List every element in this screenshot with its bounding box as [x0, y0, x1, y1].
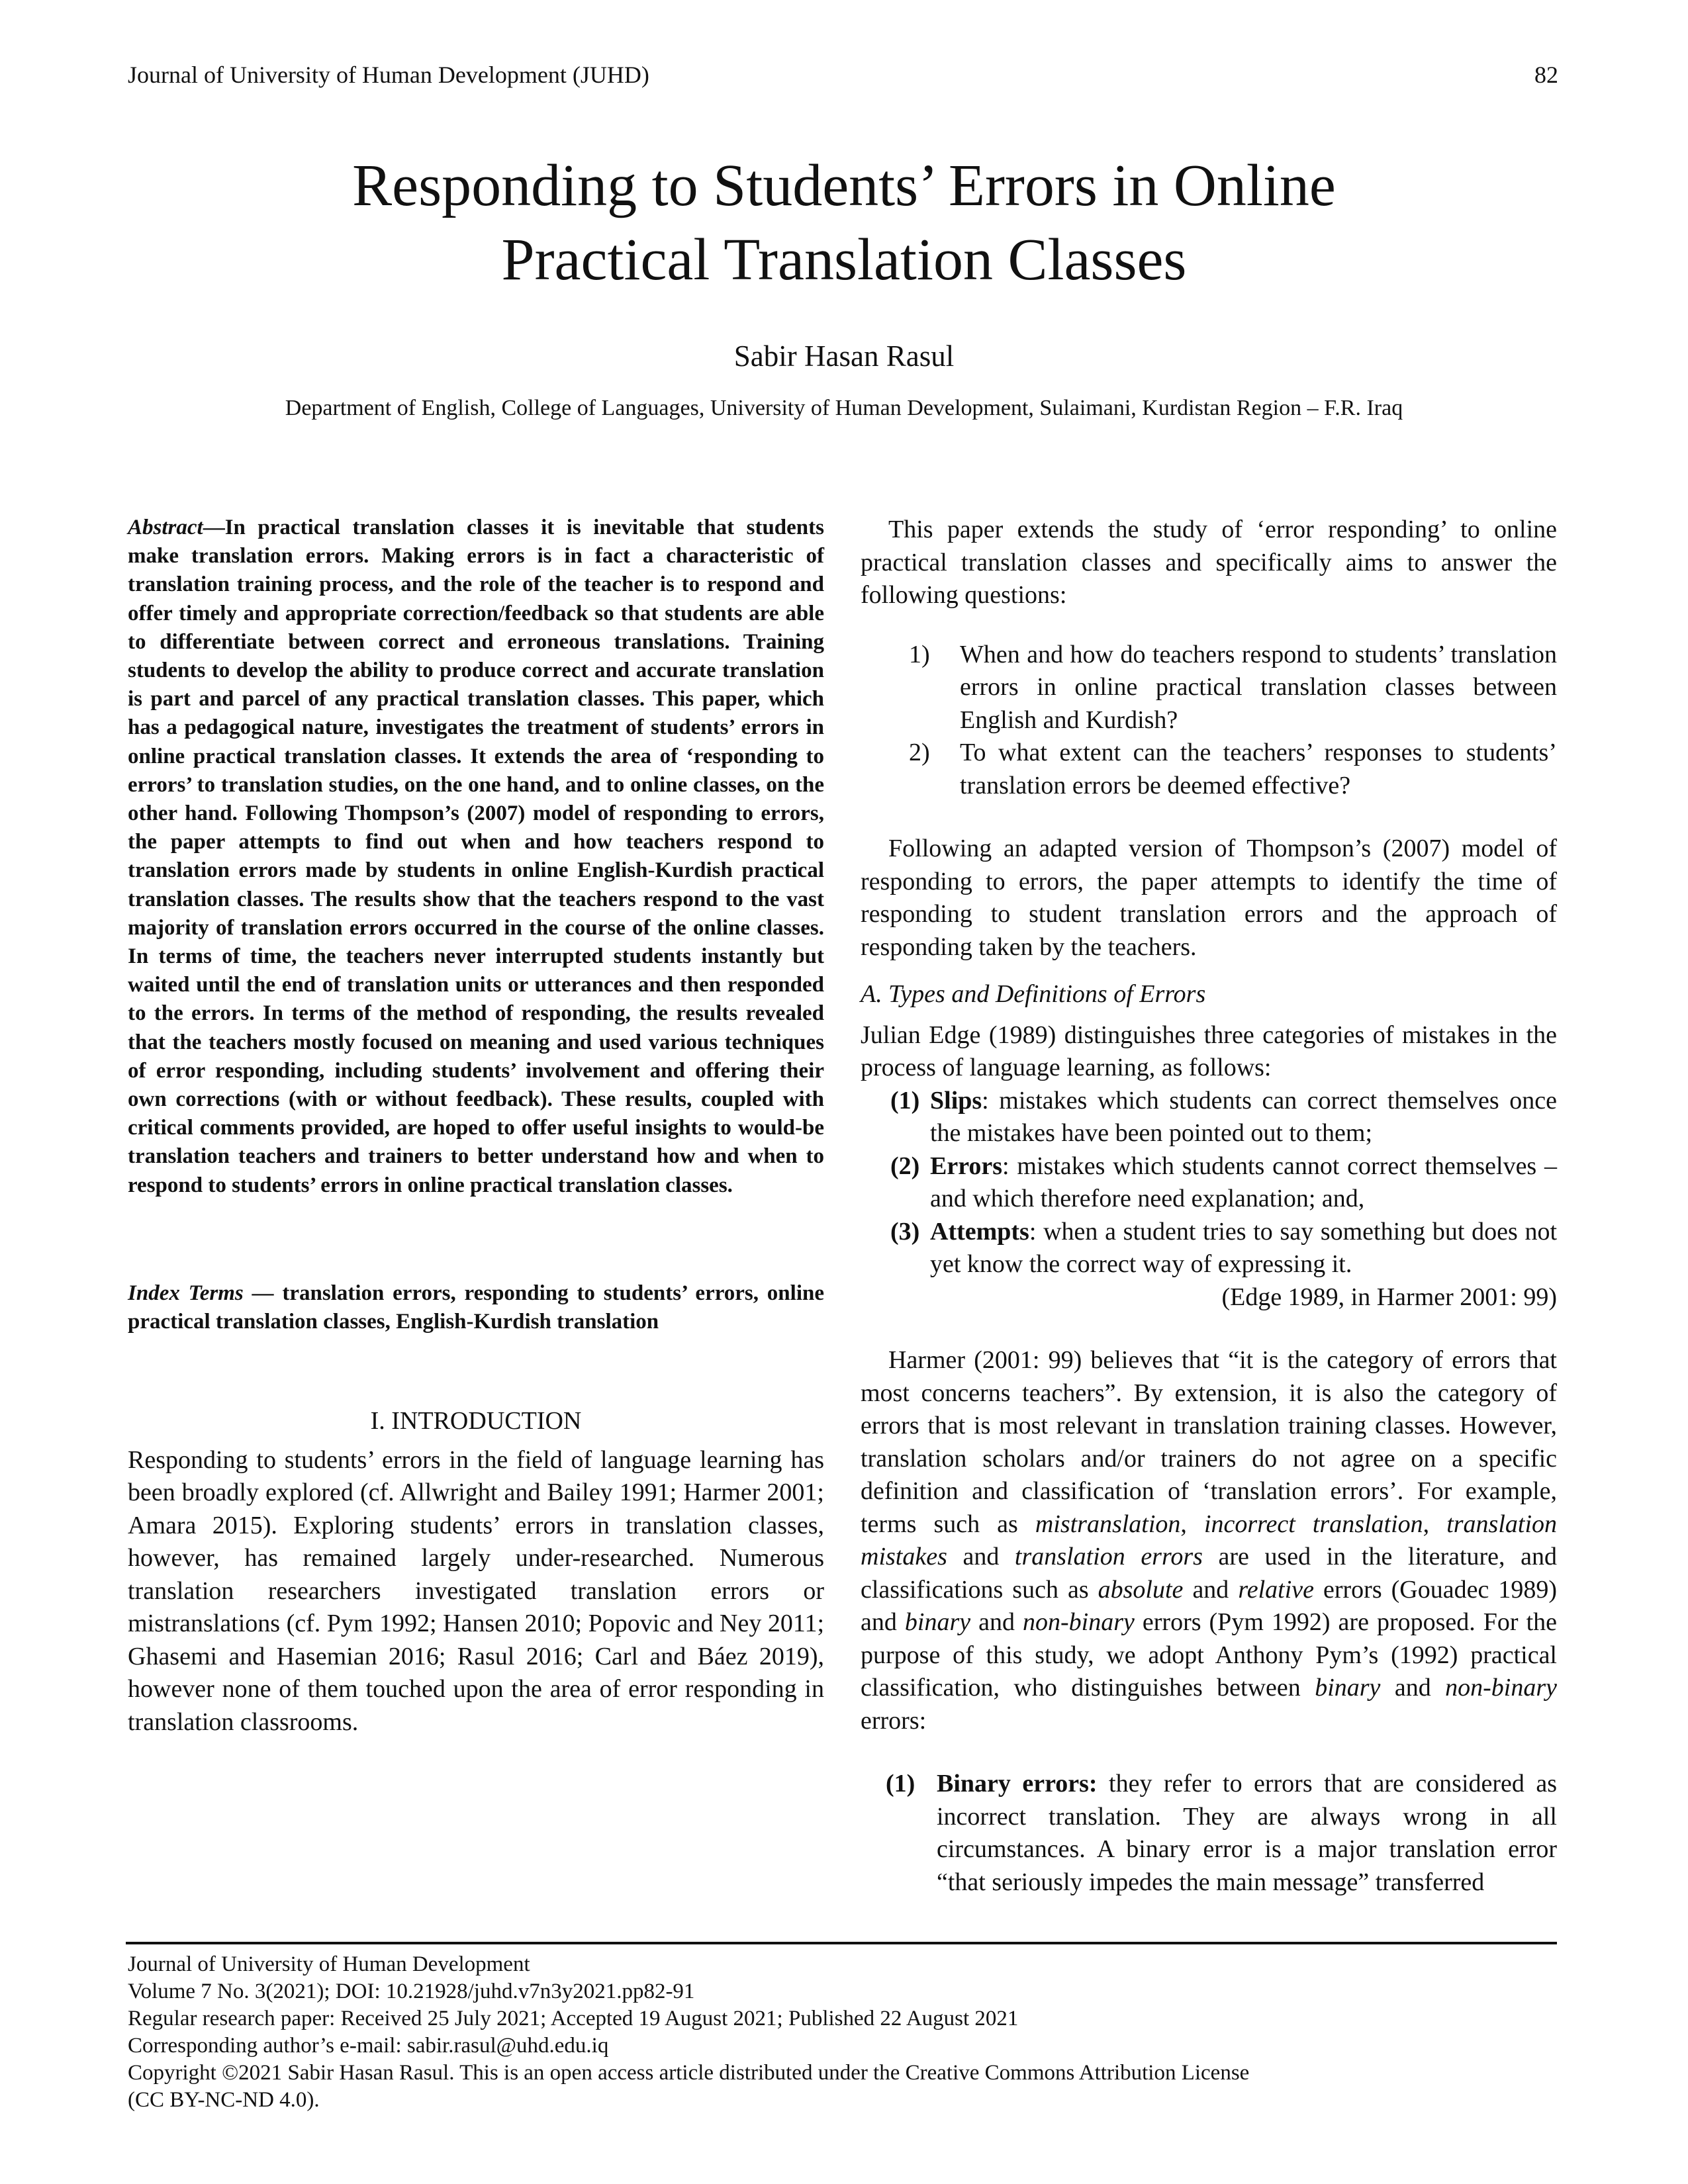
- list-text: : when a student tries to say something but does not yet know the correct way of expressing it.: [930, 1217, 1557, 1278]
- italic-term: mistranslation: [1035, 1510, 1181, 1538]
- author-name: Sabir Hasan Rasul: [733, 340, 955, 373]
- list-number: (2): [890, 1152, 920, 1180]
- subsection-letter: A.: [861, 980, 882, 1008]
- list-number: 2): [909, 739, 930, 766]
- text-run: and: [1380, 1674, 1446, 1702]
- page-number: 82: [1534, 62, 1558, 88]
- italic-term: incorrect translation: [1203, 1510, 1423, 1538]
- footer-volume-doi: Volume 7 No. 3(2021); DOI: 10.21928/juhd.v7n3y2021.pp82-91: [128, 1979, 695, 2003]
- list-term: Errors: [930, 1152, 1003, 1180]
- list-item: [861, 1768, 1557, 1899]
- list-item: [861, 639, 1557, 737]
- italic-term: translation errors: [1014, 1543, 1203, 1570]
- footer-dates: Regular research paper: Received 25 July 2021; Accepted 19 August 2021; Published 22 August 2021: [128, 2007, 1019, 2030]
- list-term: Attempts: [930, 1217, 1029, 1246]
- list-number: 1): [909, 640, 930, 668]
- italic-term: binary: [1315, 1674, 1381, 1702]
- text-run: and: [970, 1608, 1023, 1636]
- subsection-title: Types and Definitions of Errors: [888, 980, 1206, 1008]
- list-item: [861, 1085, 1557, 1150]
- abstract-text: —In practical translation classes it is inevitable that students make translation errors. Making errors is in fact a characteristic of translation training process, and the role of the teacher is to respond and offer timely and appropriate correction/feedback so that students are able to differentiate between correct and erroneous translations. Training students to develop the ability to produce correct and accurate translation is part and parcel of any practical translation classes. This paper, which has a pedagogical nature, investigates the treatment of students’ errors in online practical translation classes. It extends the area of ‘responding to errors’ to translation studies, on the one hand, and to online classes, on the other hand. Following Thompson’s (2007) model of responding to errors, the paper attempts to find out when and how teachers respond to translation errors made by students in online English-Kurdish practical translation classes. The results show that the teachers respond to the vast majority of translation errors occurred in the course of the online classes. In terms of time, the teachers never interrupted students instantly but waited until the end of translation units or utterances and then responded to the errors. In terms of the method of responding, the results revealed that the teachers mostly focused on meaning and used various techniques of error responding, including students’ involvement and offering their own corrections (with or without feedback). These results, coupled with critical comments provided, are hoped to offer useful insights to would-be translation teachers and trainers to better understand how and when to respond to students’ errors in online practical translation classes.: [128, 516, 824, 1197]
- list-number: (1): [890, 1086, 920, 1115]
- list-item: [861, 1216, 1557, 1281]
- footer-journal: Journal of University of Human Development: [128, 1952, 530, 1976]
- text-run: and: [1183, 1575, 1239, 1604]
- text-run: errors (Pym 1992) are proposed. For the purpose of this study, we adopt Anthony Pym’s (1992) practical classification, who distinguishes between: [861, 1608, 1558, 1702]
- text-run: and: [947, 1543, 1015, 1570]
- paragraph-harmer: [861, 1344, 1557, 1737]
- italic-term: relative: [1238, 1575, 1314, 1604]
- italic-term: absolute: [1098, 1575, 1184, 1604]
- text-run: ,: [1423, 1510, 1447, 1538]
- list-number: (3): [890, 1217, 920, 1246]
- title-line-2: Practical Translation Classes: [501, 227, 1187, 293]
- abstract: [128, 514, 824, 1200]
- footer-license: (CC BY-NC-ND 4.0).: [128, 2088, 320, 2112]
- list-term: Binary errors:: [937, 1770, 1098, 1797]
- footer-email: Corresponding author’s e-mail: sabir.rasul@uhd.edu.iq: [128, 2034, 609, 2058]
- text-run: ,: [1180, 1510, 1204, 1538]
- list-text: When and how do teachers respond to students’ translation errors in online practical translation classes between English and Kurdish?: [960, 640, 1557, 734]
- italic-term: translation mistakes: [861, 1510, 1558, 1570]
- index-terms-text: — translation errors, responding to students’ errors, online practical translation classes, English-Kurdish translation: [128, 1281, 824, 1334]
- list-text: To what extent can the teachers’ responses to students’ translation errors be deemed effective?: [960, 739, 1557, 799]
- binary-errors-list: [861, 1768, 1557, 1899]
- title-line-1: Responding to Students’ Errors in Online: [352, 153, 1336, 218]
- footer-rule: [126, 1942, 1557, 1944]
- italic-term: binary: [904, 1608, 971, 1636]
- citation: (Edge 1989, in Harmer 2001: 99): [1221, 1283, 1557, 1311]
- list-text: they refer to errors that are considered as incorrect translation. They are always wrong in all circumstances. A binary error is a major translation error “that seriously impedes the main message” transferred: [937, 1770, 1558, 1896]
- list-item: [861, 737, 1557, 802]
- list-text: : mistakes which students cannot correct themselves – and which therefore need explanation; and,: [930, 1152, 1557, 1212]
- list-text: : mistakes which students can correct themselves once the mistakes have been pointed out to them;: [930, 1086, 1557, 1147]
- section-heading-introduction: I. INTRODUCTION: [370, 1406, 582, 1435]
- research-questions-list: [861, 639, 1557, 803]
- index-terms-label: Index Terms: [128, 1281, 244, 1305]
- introduction-paragraph: Responding to students’ errors in the field of language learning has been broadly explored (cf. Allwright and Bailey 1991; Harmer 2001; Amara 2015). Exploring students’ errors in translation classes, however, has remained largely under-researched. Numerous translation researchers investigated translation errors or mistranslations (cf. Pym 1992; Hansen 2010; Popovic and Ney 2011; Ghasemi and Hasemian 2016; Rasul 2016; Carl and Báez 2019), however none of them touched upon the area of error responding in translation classrooms.: [128, 1445, 824, 1736]
- right-column: [861, 514, 1557, 1899]
- left-column: [128, 514, 824, 1739]
- abstract-label: Abstract: [128, 516, 203, 539]
- list-number: (1): [886, 1770, 915, 1797]
- list-term: Slips: [930, 1086, 982, 1115]
- author-affiliation: Department of English, College of Languages, University of Human Development, Sulaimani, Kurdistan Region – F.R. Iraq: [285, 396, 1403, 420]
- italic-term: non-binary: [1023, 1608, 1135, 1636]
- paragraph-thompson-model: Following an adapted version of Thompson’s (2007) model of responding to errors, the paper attempts to identify the time of responding to student translation errors and the approach of responding taken by the teachers.: [861, 835, 1557, 961]
- paragraph-edge: Julian Edge (1989) distinguishes three categories of mistakes in the process of language learning, as follows:: [861, 1021, 1557, 1081]
- text-run: errors (Gouadec 1989) and: [861, 1575, 1557, 1636]
- paper-title: [132, 149, 1556, 297]
- text-run: Harmer (2001: 99) believes that “it is the category of errors that most concerns teachers”. By extension, it is also the category of errors that is most relevant in translation training classes. However, translation scholars and/or trainers do not agree on a specific definition and classification of ‘translation errors’. For example, terms such as: [861, 1346, 1557, 1538]
- list-item: [861, 1150, 1557, 1216]
- text-run: are used in the literature, and classifications such as: [861, 1543, 1557, 1604]
- footer: [128, 1951, 1249, 2114]
- italic-term: non-binary: [1445, 1674, 1557, 1702]
- text-run: errors:: [861, 1706, 927, 1735]
- error-categories-list: [861, 1085, 1557, 1281]
- paragraph-extends-study: This paper extends the study of ‘error responding’ to online practical translation classes and specifically aims to answer the following questions:: [861, 516, 1557, 609]
- index-terms: [128, 1279, 824, 1336]
- subsection-heading: [861, 978, 1557, 1011]
- journal-header: Journal of University of Human Development (JUHD): [128, 62, 649, 88]
- footer-copyright: Copyright ©2021 Sabir Hasan Rasul. This is an open access article distributed under the Creative Commons Attribution License: [128, 2061, 1250, 2085]
